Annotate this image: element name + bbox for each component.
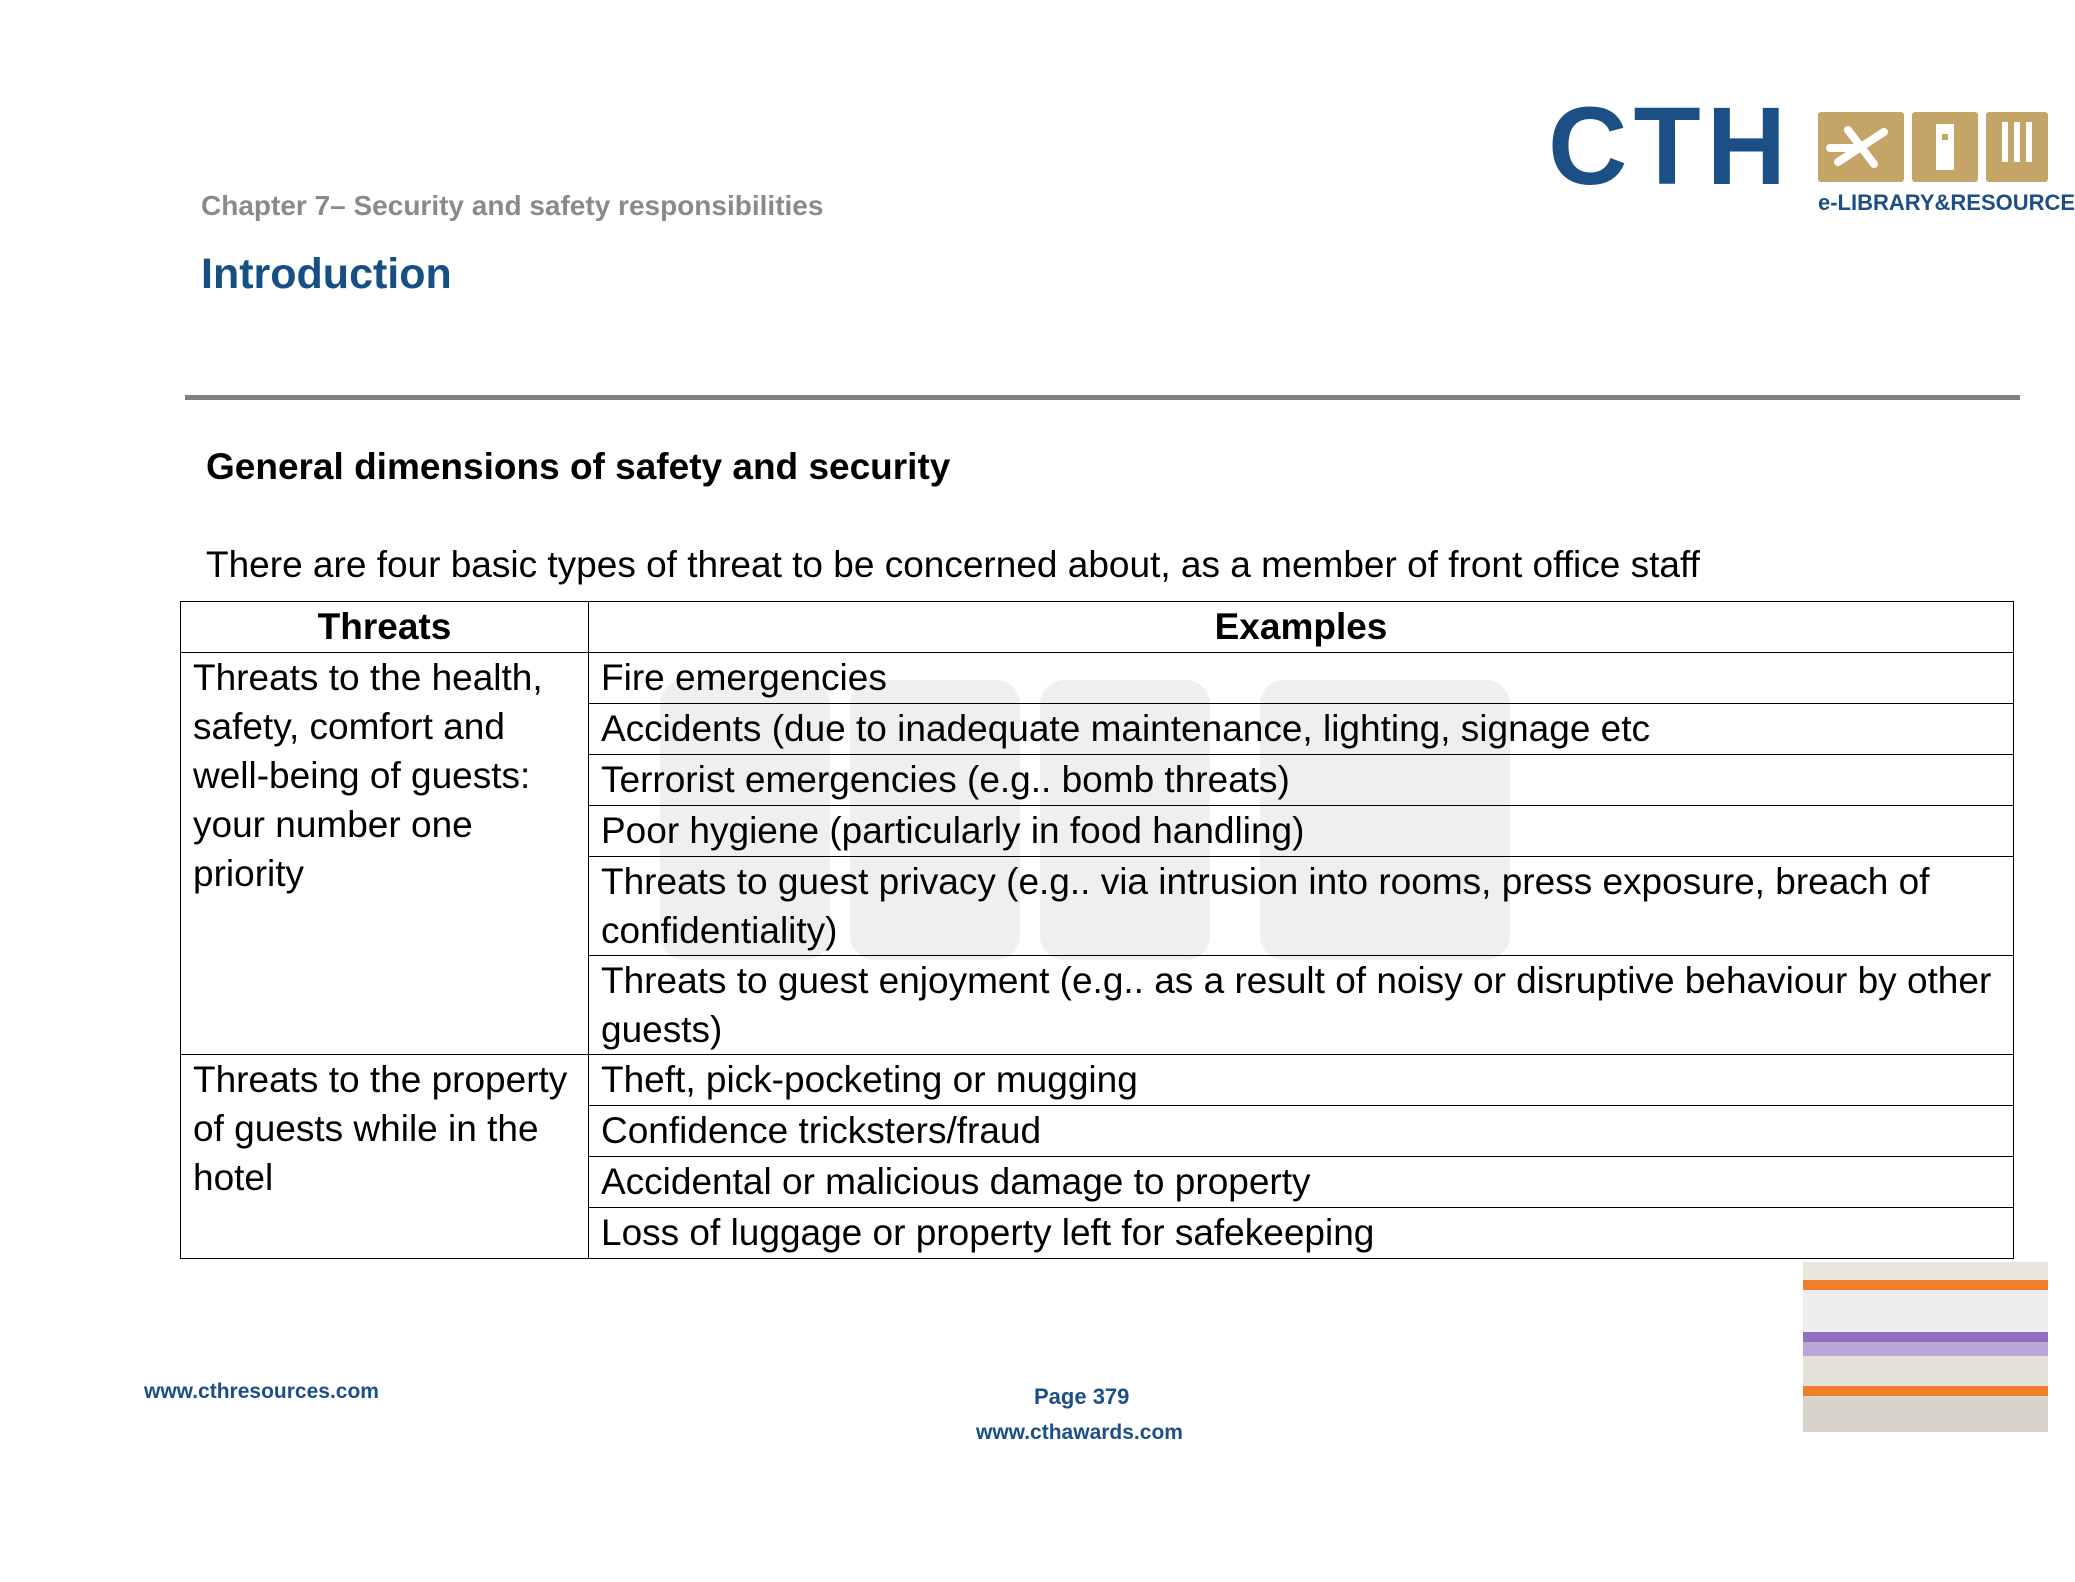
example-cell: Threats to guest enjoyment (e.g.. as a result of noisy or disruptive behaviour by other guests) [589,956,2014,1055]
books-decoration [1803,1262,2048,1432]
page-number: Page 379 [1034,1384,1130,1409]
table-row [181,653,2014,704]
example-cell: Terrorist emergencies (e.g.. bomb threats) [589,755,2014,806]
hotel-icon [1912,112,1978,182]
threats-table [180,601,2014,1259]
threats-column-header: Threats [181,602,589,653]
examples-column-header: Examples [589,602,2014,653]
cth-logo [1548,85,2075,224]
example-cell: Confidence tricksters/fraud [589,1106,2014,1157]
example-cell: Poor hygiene (particularly in food handling) [589,806,2014,857]
logo-text: CTH [1548,85,1793,208]
example-cell: Loss of luggage or property left for safekeeping [589,1208,2014,1259]
intro-paragraph: There are four basic types of threat to be concerned about, as a member of front office staff [206,544,1700,585]
footer-awards-link[interactable]: www.cthawards.com [976,1421,1183,1444]
threat-category-guests: Threats to the health, safety, comfort and well-being of guests: your number one priority [181,653,589,1055]
example-cell: Accidents (due to inadequate maintenance, lighting, signage etc [589,704,2014,755]
threat-category-property: Threats to the property of guests while in the hotel [181,1055,589,1259]
plane-icon [1818,112,1904,182]
chapter-heading: Chapter 7– Security and safety responsibilities [201,190,824,221]
example-cell: Accidental or malicious damage to property [589,1157,2014,1208]
page-title: Introduction [201,250,452,298]
header-divider [185,395,2020,400]
example-cell: Theft, pick-pocketing or mugging [589,1055,2014,1106]
example-cell: Fire emergencies [589,653,2014,704]
utensils-icon [1986,112,2048,182]
footer-resources-link[interactable]: www.cthresources.com [144,1380,379,1403]
table-row [181,1055,2014,1106]
example-cell: Threats to guest privacy (e.g.. via intrusion into rooms, press exposure, breach of confidentiality) [589,857,2014,956]
section-subheading: General dimensions of safety and security [206,446,951,487]
logo-subtitle: e-LIBRARY&RESOURCE [1818,190,2075,215]
table-header-row [181,602,2014,653]
